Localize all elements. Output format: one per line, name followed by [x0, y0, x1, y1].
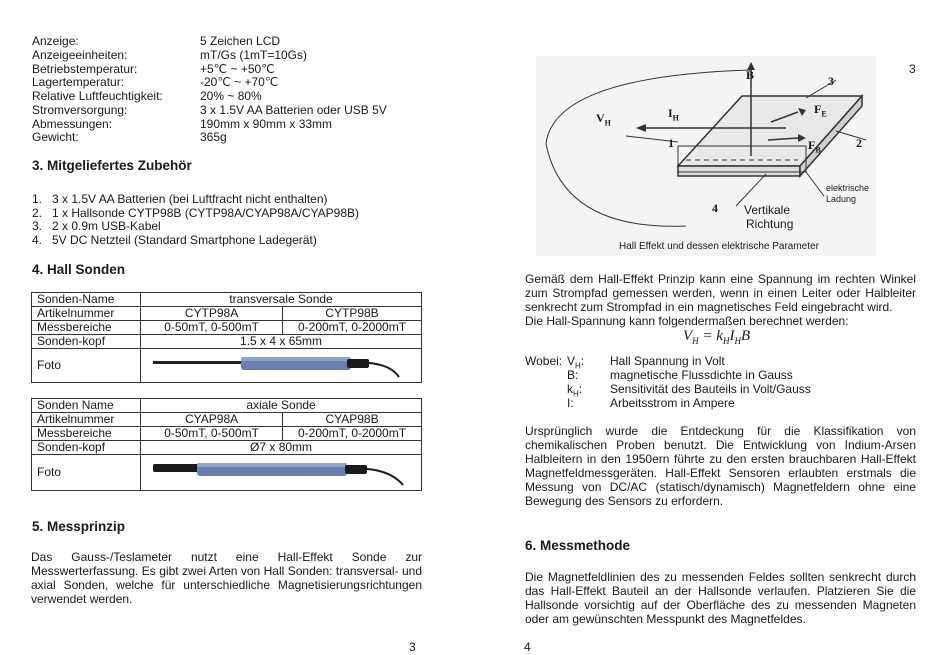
list-item: [32, 219, 422, 233]
principle-paragraph: Das Gauss-/Teslameter nutzt eine Hall-Effekt Sonde zur Messwerterfassung. Es gibt zwei Arten von Hall Sonden: transversal- und axial Sonden, welche für unterschiedliche Magnetisierungsrichtungen verwendet werden.: [31, 550, 422, 606]
axial-probe-table: [31, 398, 422, 491]
hall-intro-paragraph: Gemäß dem Hall-Effekt Prinzip kann eine Spannung im rechten Winkel zum Strompfad gemessen werden, wenn in einen Leiter oder Halbleiter senkrecht zum Strompfad in ein magnetisches Feld eingebracht wird.: [525, 272, 916, 314]
spec-key: Abmessungen:: [32, 117, 113, 131]
hall-effect-diagram: [536, 56, 876, 256]
spec-key: Gewicht:: [32, 130, 79, 144]
spec-key: Stromversorgung:: [32, 103, 128, 117]
table-row: [32, 413, 422, 427]
method-paragraph: Die Magnetfeldlinien des zu messenden Feldes sollten senkrecht durch das Hall-Effekt Bauteil an der Hallsonde verlaufen. Platzieren Sie die Hallsonde vorsichtig auf der Oberfläche des zu messenden Magneten oder am gewünschten Messpunkt des Magnetfeldes.: [525, 570, 916, 626]
table-row: [32, 399, 422, 413]
table-cell: Foto: [32, 349, 141, 383]
probe-photo-cell: [141, 455, 422, 491]
spec-row: [32, 117, 412, 131]
vh-label: $V_H$: [596, 111, 611, 128]
list-item: [32, 192, 422, 206]
transversal-probe-table: [31, 292, 422, 383]
hall-calc-line: Die Hall-Spannung kann folgendermaßen berechnet werden:: [525, 314, 849, 328]
legend-desc: Sensitivität des Bauteils in Volt/Gauss: [610, 382, 811, 396]
page-number-right: 4: [524, 640, 531, 654]
table-cell: CYAP98B: [283, 413, 422, 427]
table-row: [32, 455, 422, 491]
table-cell: CYTP98B: [283, 307, 422, 321]
list-text: 2 x 0.9m USB-Kabel: [52, 219, 161, 234]
table-row: [32, 427, 422, 441]
hall-history-paragraph: Ursprünglich wurde die Entdeckung für die Klassifikation von chemikalischen Proben benutzt. Die Entwicklung von Indium-Arsen Halbleitern in den 1950ern führte zu den ersten brauchbaren Hall-Effekt Magnetfeldmessgeräten. Hall-Effekt Sensoren erlaubten erstmals die Messung von DC/AC (statisch/dynamisch) Magnetfeldern ohne eine Bewegung des Sensors zu erfordern.: [525, 424, 916, 508]
ih-label: $I_H$: [668, 106, 679, 123]
accessories-list: [32, 192, 422, 247]
spec-value: 190mm x 90mm x 33mm: [200, 117, 333, 131]
list-number: 2.: [32, 205, 43, 220]
spec-value: +5℃ ~ +50℃: [200, 62, 275, 76]
table-row: [32, 307, 422, 321]
label-richtung: Richtung: [746, 217, 794, 231]
table-cell: 0-200mT, 0-2000mT: [283, 427, 422, 441]
point-2-label: 2: [856, 136, 862, 150]
table-cell: 0-200mT, 0-2000mT: [283, 321, 422, 335]
legend-desc: Arbeitsstrom in Ampere: [610, 396, 735, 410]
spec-key: Relative Luftfeuchtigkeit:: [32, 89, 163, 103]
table-cell: 0-50mT, 0-500mT: [141, 427, 283, 441]
spec-row: [32, 89, 412, 103]
method-heading: 6. Messmethode: [525, 538, 631, 553]
legend-desc: magnetische Flussdichte in Gauss: [610, 368, 793, 382]
probes-heading: 4. Hall Sonden: [32, 262, 126, 277]
spec-row: [32, 130, 412, 144]
list-number: 4.: [32, 233, 43, 248]
principle-heading: 5. Messprinzip: [32, 519, 126, 534]
table-row: [32, 441, 422, 455]
table-cell: Ø7 x 80mm: [141, 441, 422, 455]
table-cell: Messbereiche: [32, 427, 141, 441]
table-cell: Sonden-Name: [32, 293, 141, 307]
spec-row: [32, 103, 412, 117]
fe-label: $F_E$: [814, 102, 827, 119]
spec-value: 20% ~ 80%: [200, 89, 262, 103]
point-3-label: 3: [828, 74, 834, 88]
accessories-heading: 3. Mitgeliefertes Zubehör: [32, 158, 192, 173]
legend-symbol: $V_H$:: [567, 354, 585, 371]
point-4-label: 4: [712, 201, 718, 215]
fb-label: $F_B$: [808, 138, 821, 155]
list-item: [32, 233, 422, 247]
list-text: 3 x 1.5V AA Batterien (bei Luftfracht nicht enthalten): [52, 192, 328, 206]
legend-symbol: $k_H$:: [567, 382, 583, 399]
table-row: [32, 293, 422, 307]
table-row: [32, 349, 422, 383]
table-cell: Artikelnummer: [32, 413, 141, 427]
hall-formula: $V_H = k_HI_HB$: [683, 328, 751, 346]
table-cell: CYAP98A: [141, 413, 283, 427]
list-text: 5V DC Netzteil (Standard Smartphone Ladegerät): [52, 233, 317, 248]
label-ladung: Ladung: [826, 194, 857, 204]
spec-row: [32, 62, 412, 76]
table-row: [32, 335, 422, 349]
b-label: B: [746, 68, 755, 82]
table-cell: Sonden-kopf: [32, 335, 141, 349]
page-number-top-right: 3: [909, 62, 916, 76]
spec-value: 3 x 1.5V AA Batterien oder USB 5V: [200, 103, 387, 117]
legend-desc: Hall Spannung in Volt: [610, 354, 725, 368]
table-cell: Sonden Name: [32, 399, 141, 413]
spec-key: Lagertemperatur:: [32, 75, 125, 89]
spec-key: Anzeige:: [32, 34, 79, 48]
legend-symbol: B:: [567, 368, 579, 382]
page-number-left: 3: [409, 640, 416, 654]
label-vertikale: Vertikale: [744, 203, 791, 217]
table-cell: 0-50mT, 0-500mT: [141, 321, 283, 335]
table-cell: axiale Sonde: [141, 399, 422, 413]
spec-row: [32, 48, 412, 62]
hall-effect-drawing: [536, 56, 876, 256]
table-cell: Messbereiche: [32, 321, 141, 335]
table-cell: CYTP98A: [141, 307, 283, 321]
table-row: [32, 321, 422, 335]
spec-value: mT/Gs (1mT=10Gs): [200, 48, 308, 62]
spec-value: -20℃ ~ +70℃: [200, 75, 279, 89]
spec-row: [32, 75, 412, 89]
spec-row: [32, 34, 412, 48]
label-elektrische: elektrische: [826, 183, 870, 193]
point-1-label: 1: [668, 136, 674, 150]
list-number: 3.: [32, 219, 43, 234]
spec-value: 365g: [200, 130, 227, 144]
list-text: 1 x Hallsonde CYTP98B (CYTP98A/CYAP98A/CYAP98B): [52, 205, 360, 220]
probe-photo-cell: [141, 349, 422, 383]
axial-probe-image: [141, 455, 419, 487]
list-number: 1.: [32, 192, 43, 206]
diagram-caption: Hall Effekt und dessen elektrische Parameter: [619, 241, 819, 252]
table-cell: Foto: [32, 455, 141, 491]
transversal-probe-image: [141, 349, 419, 379]
spec-key: Anzeigeeinheiten:: [32, 48, 128, 62]
table-cell: transversale Sonde: [141, 293, 422, 307]
wobei-label: Wobei:: [525, 354, 563, 368]
spec-value: 5 Zeichen LCD: [200, 34, 281, 48]
table-cell: Sonden-kopf: [32, 441, 141, 455]
legend-symbol: I:: [567, 396, 574, 410]
table-cell: 1.5 x 4 x 65mm: [141, 335, 422, 349]
list-item: [32, 206, 422, 220]
spec-key: Betriebstemperatur:: [32, 62, 138, 76]
table-cell: Artikelnummer: [32, 307, 141, 321]
